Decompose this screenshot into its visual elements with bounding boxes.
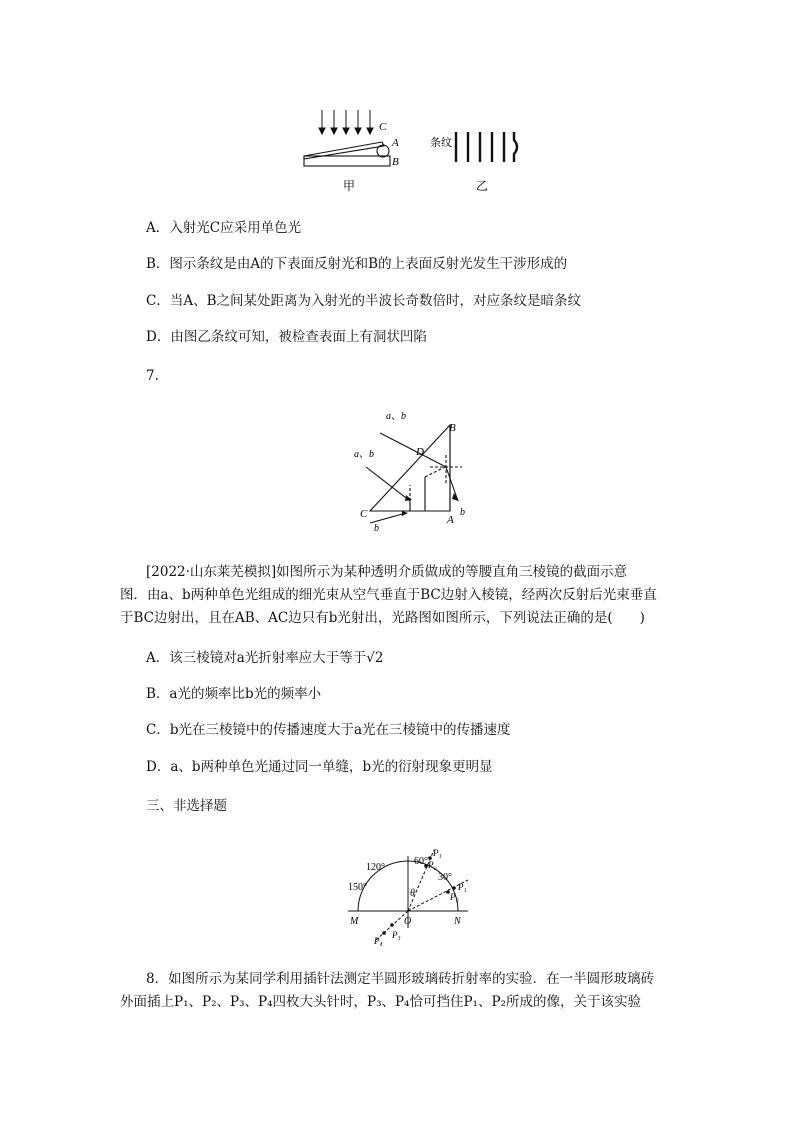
q7-option-c: C．b光在三棱镜中的传播速度大于a光在三棱镜中的传播速度 — [146, 722, 511, 738]
fig3-label-P1-right: P₁ — [458, 882, 467, 892]
fig3-label-N: N — [454, 916, 461, 927]
fig1-label-jia: 甲 — [343, 179, 356, 193]
fig2-label-ab-top: a、b — [386, 411, 406, 422]
q6-option-c: C．当A、B之间某处距离为入射光的半波长奇数倍时，对应条纹是暗条纹 — [146, 293, 582, 309]
fringe-pattern — [456, 132, 517, 162]
fig2-label-b-right: b — [460, 507, 465, 518]
fig3-label-P3: P₃ — [392, 930, 401, 940]
fig1-label-B: B — [392, 156, 399, 168]
fig3-label-P2-right: P₂ — [450, 892, 459, 902]
fig2-label-ab-left: a、b — [354, 449, 374, 460]
fig3-label-M: M — [350, 916, 359, 927]
fig2-label-D: D — [416, 446, 424, 458]
q8-stem: 8．如图所示为某同学利用插针法测定半圆形玻璃砖折射率的实验．在一半圆形玻璃砖 外面插上P₁、P₂、P₃、P₄四枚大头针时，P₃、P₄恰可挡住P₁、P₂所成的像，关于该实验 — [120, 971, 655, 1010]
q6-option-a: A．入射光C应采用单色光 — [146, 220, 302, 236]
q7-option-b: B．a光的频率比b光的频率小 — [146, 686, 322, 702]
fig1-label-tiaowen: 条纹 — [430, 137, 452, 149]
fig1-label-A: A — [392, 137, 399, 149]
q6-option-d: D．由图乙条纹可知，被检查表面上有洞状凹陷 — [146, 329, 427, 345]
fig1-label-yi: 乙 — [476, 179, 489, 193]
fig1-label-C: C — [379, 121, 387, 133]
q7-option-a: A．该三棱镜对a光折射率应大于等于√2 — [146, 650, 384, 666]
fig3-label-P4: P₄ — [374, 936, 383, 946]
fig3-angle-120: 120° — [366, 862, 385, 873]
q7-stem: [2022·山东莱芜模拟]如图所示为某种透明介质做成的等腰直角三棱镜的截面示意 图．由a、b两种单色光组成的细光束从空气垂直于BC边射入棱镜，经两次反射后光束垂直 于BC边射出，且在AB、AC边只有b光射出，光路图如图所示，下列说法正确的是( ) — [120, 564, 657, 626]
fig2-label-C: C — [360, 508, 368, 520]
figure-semicircle-refraction — [340, 838, 490, 948]
fig3-angle-150: 150° — [348, 882, 367, 893]
figure-prism — [350, 405, 510, 535]
q6-option-b: B．图示条纹是由A的下表面反射光和B的上表面反射光发生干涉形成的 — [146, 256, 568, 272]
fig3-label-O: O — [404, 916, 412, 927]
fig3-angle-30: 30° — [438, 872, 452, 883]
fig2-label-A: A — [447, 514, 454, 526]
fig3-angle-60: 60° — [414, 856, 428, 867]
q7-number: 7. — [146, 368, 159, 384]
fig2-label-b-bottom: b — [374, 523, 379, 534]
fig3-label-theta: θ — [410, 888, 415, 899]
section-heading: 三、非选择题 — [146, 798, 227, 814]
fig3-label-P1-top: P₁ — [433, 848, 442, 858]
q7-option-d: D．a、b两种单色光通过同一单缝，b光的衍射现象更明显 — [146, 759, 493, 775]
figure-wedge-interference — [290, 104, 540, 194]
fig2-label-B: B — [449, 422, 456, 434]
fig3-label-P2-top: P₂ — [428, 860, 437, 870]
